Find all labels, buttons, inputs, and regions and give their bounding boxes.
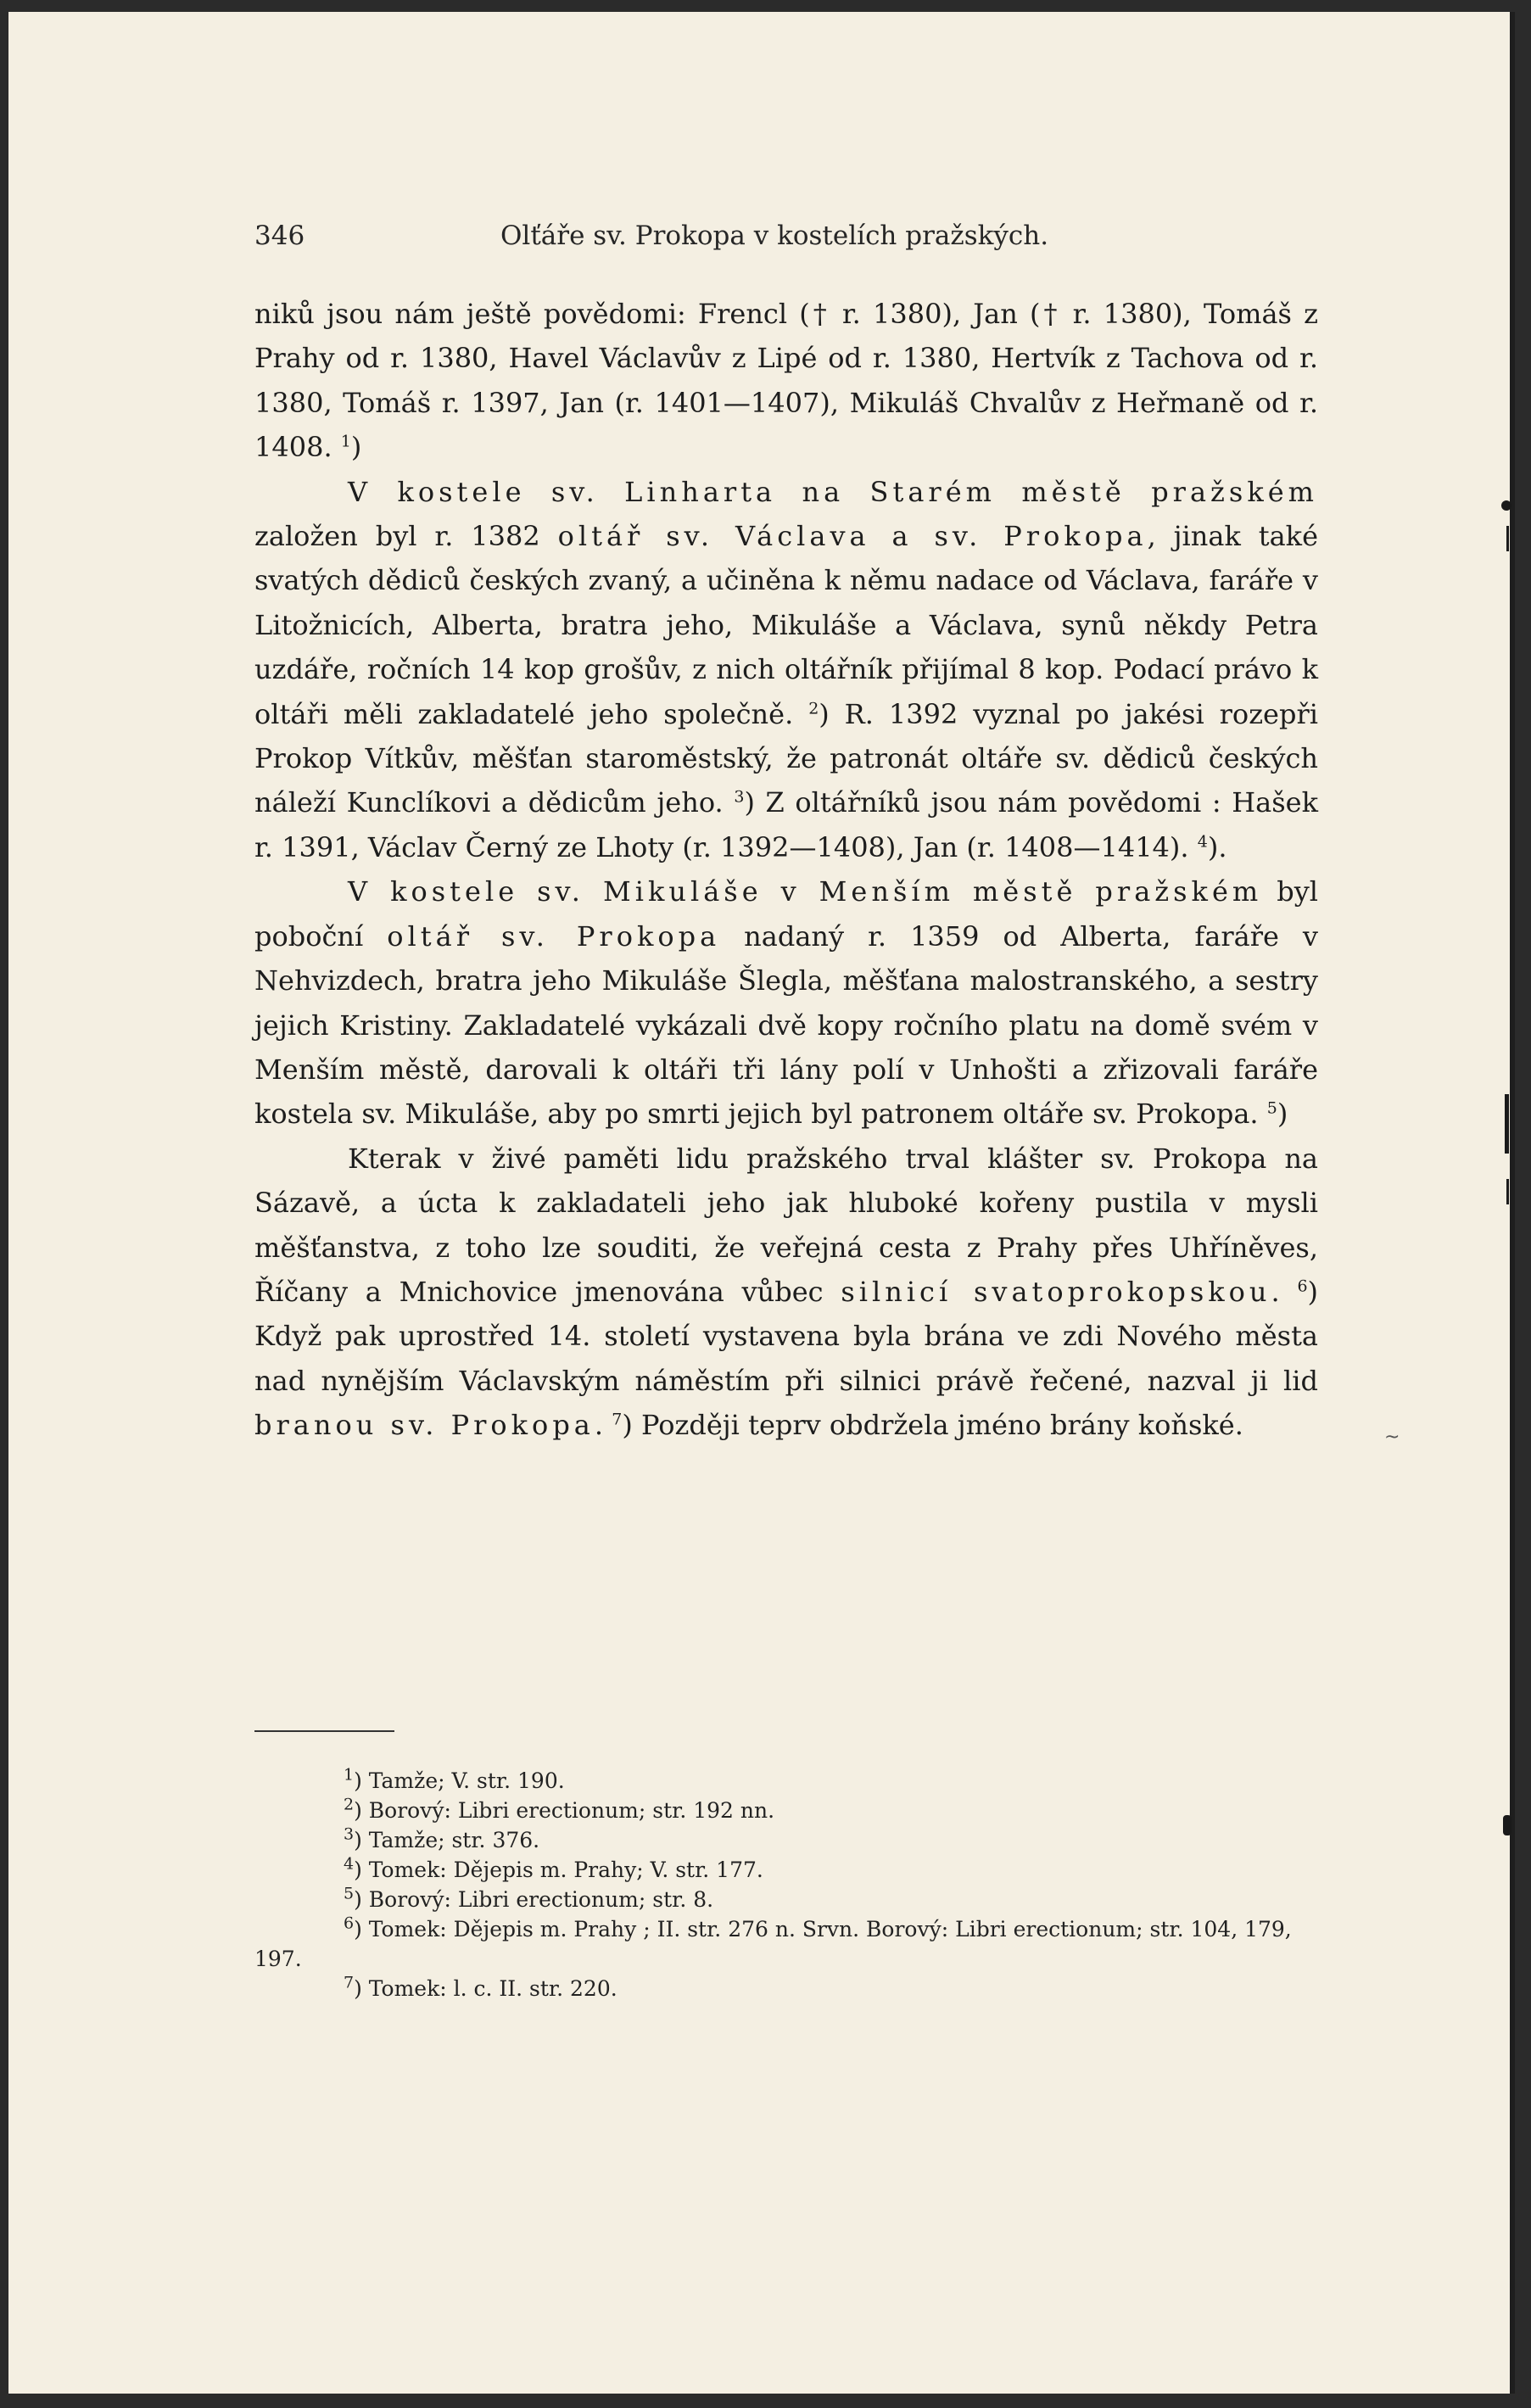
footnote-mark: 5 bbox=[344, 1884, 355, 1903]
footnote bbox=[254, 1974, 1318, 2003]
margin-mark bbox=[1505, 1094, 1509, 1154]
footnote-paren: ) bbox=[354, 1768, 369, 1793]
footnote-mark: 7 bbox=[344, 1973, 355, 1992]
spaced-text: V kostele sv. Linharta na Starém městě pražském bbox=[348, 475, 1318, 508]
text-run: ) bbox=[350, 431, 362, 464]
footnote-ref: 7 bbox=[612, 1410, 623, 1429]
footnote-text: Tomek: Dějepis m. Prahy ; II. str. 276 n. Srvn. Borový: Libri erectionum; str. 104, 179, 197. bbox=[254, 1917, 1292, 1971]
paragraph bbox=[254, 869, 1318, 1136]
footnote bbox=[254, 1914, 1318, 1974]
footnote-mark: 2 bbox=[344, 1795, 355, 1814]
text-run: byl poboční bbox=[254, 875, 1319, 953]
footnote-ref: 6 bbox=[1297, 1277, 1308, 1296]
text-run: ) R. 1392 vyznal po jakési rozepři Prokop Vítkův, měšťan staroměstský, že patronát oltáře sv. dědiců českých náleží Kunclíkovi a dědicům jeho. bbox=[254, 697, 1319, 819]
footnote-paren: ) bbox=[354, 1917, 369, 1941]
spaced-text: silnicí svatoprokopskou bbox=[841, 1275, 1271, 1308]
footnote bbox=[254, 1766, 1318, 1796]
footnote-text: Borový: Libri erectionum; str. 192 nn. bbox=[368, 1798, 775, 1823]
text-run: ) Z oltářníků jsou nám povědomi : Hašek r. 1391, Václav Černý ze Lhoty (r. 1392—1408), Jan (r. 1408—1414). bbox=[254, 786, 1319, 863]
spaced-text: V kostele sv. Mikuláše v Menším městě pražském bbox=[348, 875, 1263, 908]
footnote-paren: ) bbox=[354, 1828, 369, 1852]
footnote-paren: ) bbox=[354, 1887, 369, 1912]
spaced-text: oltář sv. Prokopa bbox=[387, 919, 721, 953]
footnote bbox=[254, 1825, 1318, 1855]
footnote-text: Tamže; V. str. 190. bbox=[368, 1768, 565, 1793]
margin-mark bbox=[1506, 526, 1509, 551]
paragraph bbox=[254, 1137, 1318, 1448]
footnote-rule bbox=[254, 1730, 394, 1732]
footnote-mark: 4 bbox=[344, 1854, 355, 1874]
footnote-ref: 1 bbox=[340, 432, 351, 451]
page-number: 346 bbox=[254, 221, 305, 251]
footnote-text: Tamže; str. 376. bbox=[368, 1828, 540, 1852]
paragraph bbox=[254, 470, 1318, 870]
margin-mark bbox=[1503, 1815, 1511, 1835]
footnote-paren: ) bbox=[354, 1976, 369, 2001]
footnote-ref: 5 bbox=[1266, 1098, 1277, 1118]
footnote-paren: ) bbox=[354, 1858, 369, 1882]
paragraph bbox=[254, 292, 1318, 470]
text-run: niků jsou nám ještě povědomi: Frencl († r. 1380), Jan († r. 1380), Tomáš z Prahy od r. 1380, Havel Václavův z Lipé od r. 1380, Hertvík z Tachova od r. 1380, Tomáš r. 1397, Jan (r. 1401—1407), Mikuláš Chvalův z Heřmaně od r. 1408. bbox=[254, 298, 1318, 464]
text-run: ) bbox=[1277, 1098, 1288, 1131]
footnote-mark: 6 bbox=[344, 1914, 355, 1933]
footnote bbox=[254, 1885, 1318, 1914]
running-title: Olťáře sv. Prokopa v kostelích pražských. bbox=[500, 221, 1049, 251]
text-run: založen byl r. 1382 bbox=[254, 520, 558, 553]
margin-mark bbox=[1501, 500, 1511, 511]
text-run: ) Když pak uprostřed 14. století vystavena byla brána ve zdi Nového města nad nynějším Václavským náměstím při silnici právě řečené, nazval ji lid bbox=[254, 1275, 1319, 1397]
margin-mark bbox=[1506, 1179, 1509, 1204]
text-run: . bbox=[594, 1409, 612, 1442]
footnote-text: Tomek: l. c. II. str. 220. bbox=[368, 1976, 617, 2001]
footnote bbox=[254, 1855, 1318, 1885]
text-run: ) Později teprv obdržela jméno brány koňské. bbox=[622, 1409, 1243, 1442]
text-run: ). bbox=[1207, 830, 1227, 863]
margin-dash: ~ bbox=[1384, 1427, 1400, 1448]
footnote-ref: 3 bbox=[734, 787, 745, 807]
footnote-mark: 3 bbox=[344, 1824, 355, 1844]
footnote-ref: 4 bbox=[1197, 832, 1208, 852]
footnote-text: Tomek: Dějepis m. Prahy; V. str. 177. bbox=[368, 1858, 763, 1882]
body-text bbox=[254, 292, 1318, 1448]
footnote bbox=[254, 1796, 1318, 1825]
spaced-text: oltář sv. Václava a sv. Prokopa bbox=[557, 520, 1148, 553]
footnote-text: Borový: Libri erectionum; str. 8. bbox=[368, 1887, 714, 1912]
footnote-mark: 1 bbox=[344, 1765, 355, 1785]
footnote-ref: 2 bbox=[808, 699, 819, 718]
text-run: . bbox=[1271, 1275, 1298, 1308]
spaced-text: branou sv. Prokopa bbox=[254, 1409, 595, 1442]
text-run: nadaný r. 1359 od Alberta, faráře v Nehvizdech, bratra jeho Mikuláše Šlegla, měšťana malostranského, a sestry jejich Kristiny. Zakladatelé vykázali dvě kopy ročního platu na domě svém v Menším městě, darovali k oltáři tři lány polí v Unhošti a zřizovali faráře kostela sv. Mikuláše, aby po smrti jejich byl patronem oltáře sv. Prokopa. bbox=[254, 919, 1319, 1131]
text-run: Kterak v živé paměti lidu pražského trval klášter sv. Prokopa na Sázavě, a úcta k zakladateli jeho jak hluboké kořeny pustila v mysli měšťanstva, z toho lze souditi, že veřejná cesta z Prahy přes Uhříněves, Říčany a Mnichovice jmenována vůbec bbox=[254, 1142, 1318, 1308]
text-run: , jinak také svatých dědiců českých zvaný, a učiněna k němu nadace od Václava, faráře v Litožnicích, Alberta, bratra jeho, Mikuláše a Václava, synů někdy Petra uzdáře, ročních 14 kop grošův, z nich oltářník přijímal 8 kop. Podací právo k oltáři měli zakladatelé jeho společně. bbox=[254, 520, 1319, 730]
footnotes bbox=[254, 1766, 1318, 2003]
footnote-paren: ) bbox=[354, 1798, 369, 1823]
